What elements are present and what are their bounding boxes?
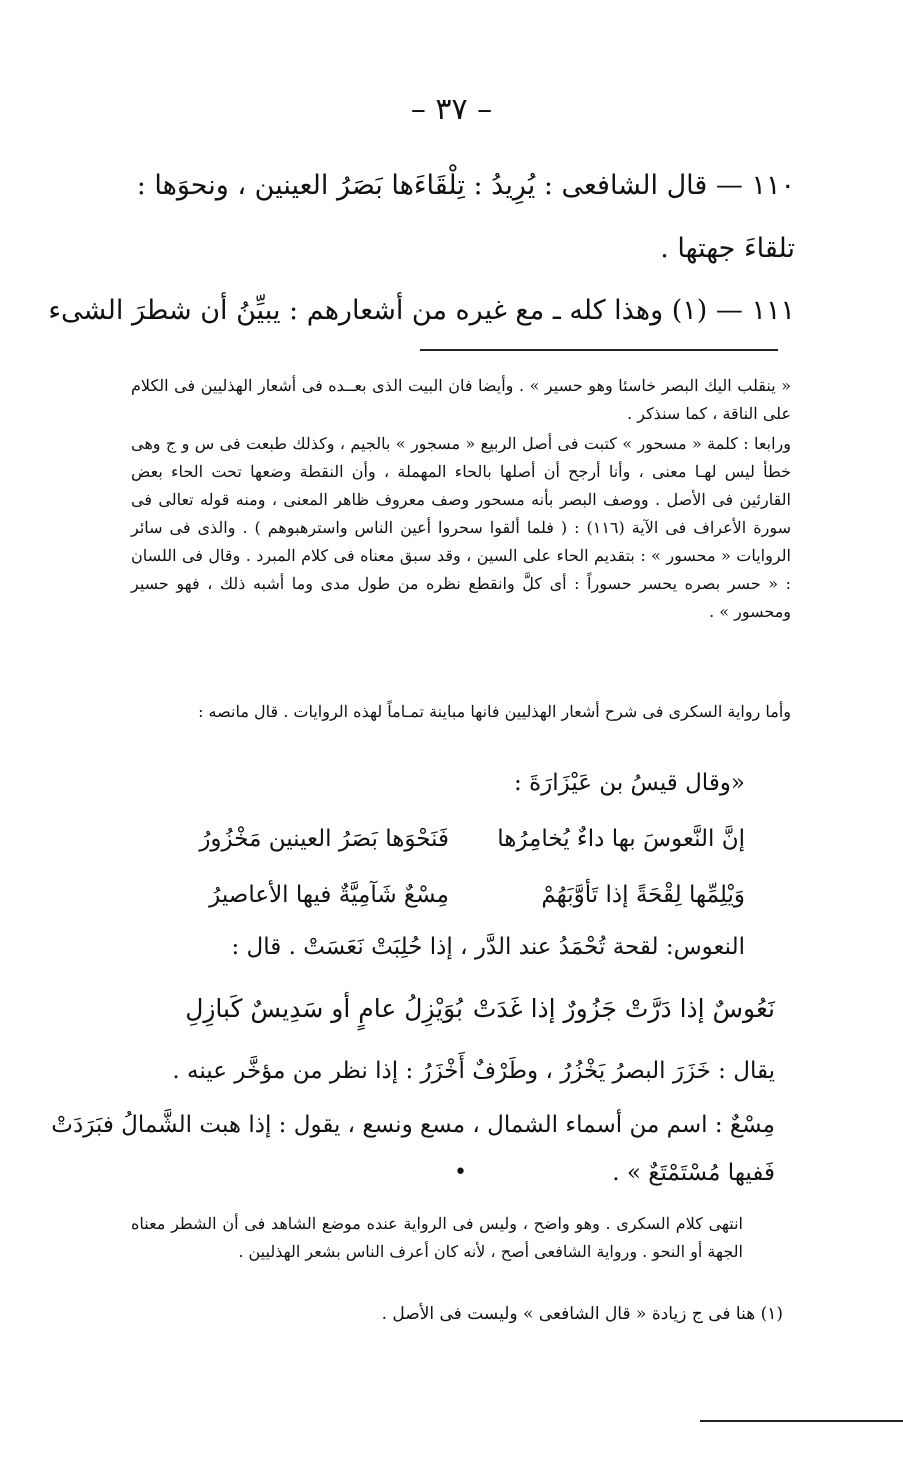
bottom-rule xyxy=(700,1420,903,1422)
verse-gloss: يقال : خَزَرَ البصرُ يَخْزُرُ ، وطَرْفٌ أَخْزَرُ : إذا نظر من مؤخَّر عينه . xyxy=(172,1058,775,1084)
verse-gloss: مِسْعٌ : اسم من أسماء الشمال ، مسع ونسع ، يقول : إذا هبت الشَّمالُ فبَرَدَتْ xyxy=(51,1112,775,1138)
verse-hemistich: فَنَحْوَها بَصَرُ العينين مَخْزُورُ xyxy=(199,826,449,852)
verse-hemistich: وَيْلِمِّها لِقْحَةً إذا تَأوَّبَهُمْ xyxy=(541,882,745,908)
verse-hemistich: بُوَيْزِلُ عامٍ أو سَدِيسٌ كَبازِلِ xyxy=(185,994,463,1023)
main-text-line-continuation: تلقاءَ جهتها . xyxy=(660,233,795,264)
note-paragraph: انتهى كلام السكرى . وهو واضح ، وليس فى الرواية عنده موضع الشاهد فى أن الشطر معناه الجهة أو النحو . ورواية الشافعى أصح ، لأنه كان أعرف الناس بشعر الهذليين . xyxy=(131,1214,743,1261)
footnote: (١) هنا فى ج زيادة « قال الشافعى » وليست فى الأصل . xyxy=(381,1304,783,1324)
note-paragraph: وأما رواية السكرى فى شرح أشعار الهذليين فانها مباينة تمـاماً لهذه الروايات . قال مانصه : xyxy=(198,702,791,721)
note-paragraph: ورابعا : كلمة « مسحور » كتبت فى أصل الربيع « مسجور » بالجيم ، وكذلك طبعت فى س و ج وهى خطأ ليس لهـا معنى ، وأنا أرجح أن أصلها بالحاء المهملة ، وأن النقطة وضعها تحت الحاء بعض القارئين فى الأصل . ووصف البصر بأنه مسحور وصف معروف ظاهر المعنى ، ومنه قوله تعالى فى سورة الأعراف فى الآية (١١٦) : ( فلما ألقوا سحروا أعين الناس واسترهبوهم ) . والذى فى سائر الروايات « محسور » : بتقديم الحاء على السين ، وقد سبق معناه فى كلام المبرد . وقال فى اللسان : « حسر بصره يحسر حسوراً : أى كلَّ وانقطع نظره من طول مدى وما أشبه ذلك ، فهو حسير ومحسور » . xyxy=(131,434,792,621)
verse-hemistich: نَعُوسٌ إذا دَرَّتْ جَزُورٌ إذا غَدَتْ xyxy=(472,994,775,1023)
verse-hemistich: مِسْعٌ شَآمِيَّةٌ فيها الأعاصيرُ xyxy=(209,882,449,908)
bullet-mark: • xyxy=(454,1160,467,1185)
separator-rule xyxy=(420,349,778,351)
verse-gloss: فَفيها مُسْتَمْتَعٌ » . xyxy=(612,1160,775,1186)
main-text-line-111: ١١١ — (١) وهذا كله ـ مع غيره من أشعارهم : يبيِّنُ أن شطرَ الشىء xyxy=(48,295,795,326)
main-text-line-110: ١١٠ — قال الشافعى : يُرِيدُ : تِلْقَاءَها بَصَرُ العينين ، ونحوَها : xyxy=(136,170,795,201)
verse-introduction: «وقال قيسُ بن عَيْزَارَةَ : xyxy=(514,770,745,796)
page-number: – ٣٧ – xyxy=(410,92,493,127)
verse-hemistich: إنَّ النَّعوسَ بها داءٌ يُخامِرُها xyxy=(497,826,745,852)
verse-gloss: النعوس: لقحة تُحْمَدُ عند الدَّر ، إذا حُلِبَتْ نَعَسَتْ . قال : xyxy=(231,934,745,960)
note-paragraph: « ينقلب اليك البصر خاسئا وهو حسير » . وأيضا فان البيت الذى بعــده فى أشعار الهذليين فى الكلام على الناقة ، كما سنذكر . xyxy=(131,376,791,423)
